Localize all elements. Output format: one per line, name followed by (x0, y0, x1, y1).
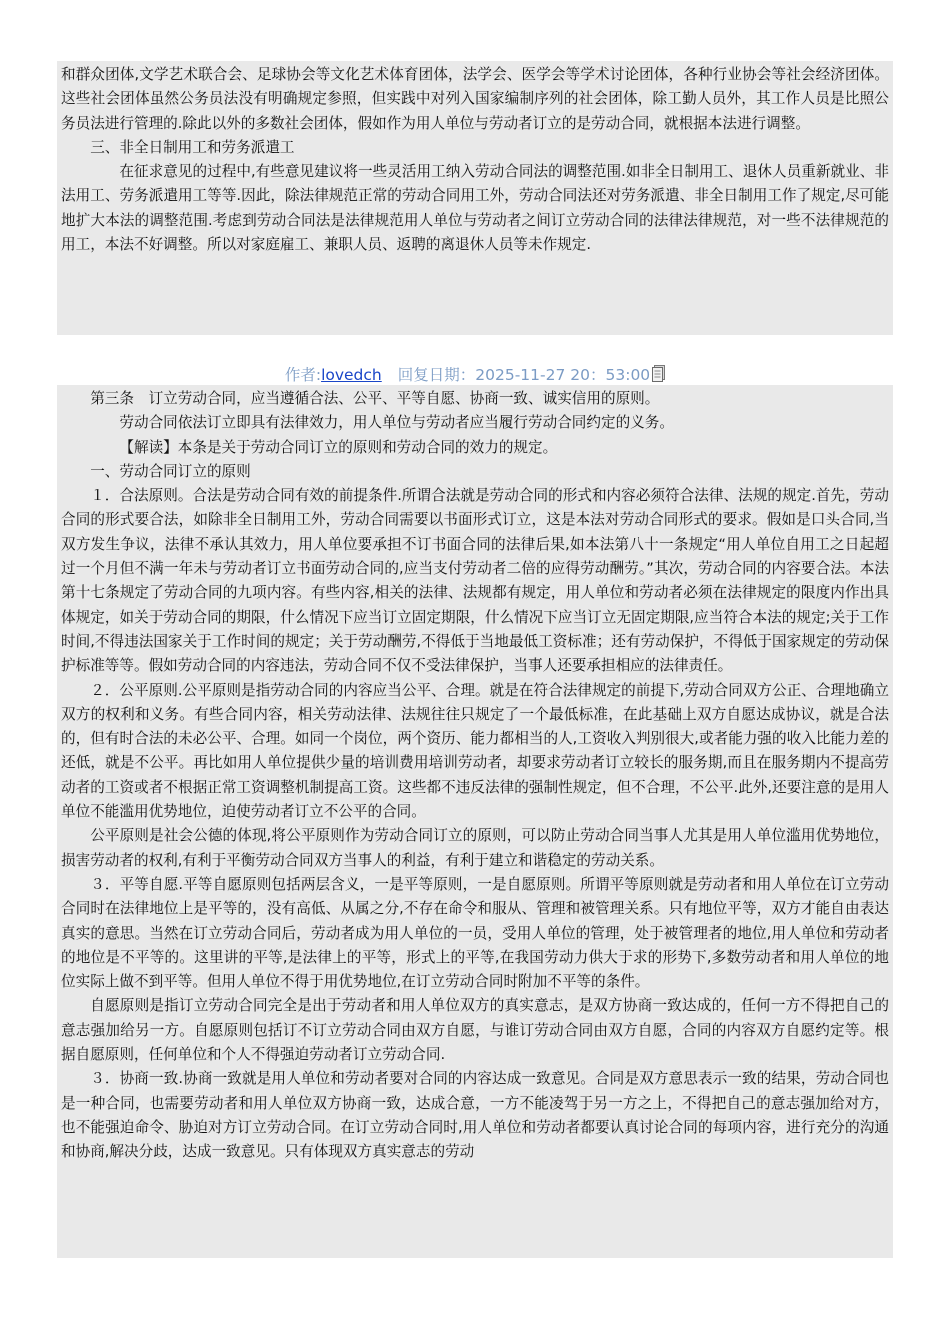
paragraph: 和群众团体,文学艺术联合会、足球协会等文化艺术体育团体，法学会、医学会等学术讨论团体，各种行业协会等社会经济团体。这些社会团体虽然公务员法没有明确规定参照，但实践中对列入国家编制序列的社会团体，除工勤人员外，其工作人员是比照公务员法进行管理的.除此以外的多数社会团体，假如作为用人单位与劳动者订立的是劳动合同，就根据本法进行调整。 (61, 66, 889, 132)
post-content-main (57, 385, 893, 1258)
paragraph: 自愿原则是指订立劳动合同完全是出于劳动者和用人单位双方的真实意志，是双方协商一致达成的，任何一方不得把自己的意志强加给另一方。自愿原则包括订不订立劳动合同由双方自愿，与谁订劳动合同由双方自愿，合同的内容双方自愿约定等。根据自愿原则，任何单位和个人不得强迫劳动者订立劳动合同. (61, 997, 889, 1064)
section-heading: 一、劳动合同订立的原则 (90, 462, 251, 480)
paragraph: ３．协商一致.协商一致就是用人单位和劳动者要对合同的内容达成一致意见。合同是双方意思表示一致的结果，劳动合同也是一种合同，也需要劳动者和用人单位双方协商一致，达成合意，一方不能凌驾于另一方之上，不得把自己的意志强加给对方，也不能强迫命令、胁迫对方订立劳动合同。在订立劳动合同时,用人单位和劳动者都要认真讨论合同的每项内容，进行充分的沟通和协商,解决分歧，达成一致意见。只有体现双方真实意志的劳动 (61, 1070, 889, 1161)
article-title: 第三条 订立劳动合同，应当遵循合法、公平、平等自愿、协商一致、诚实信用的原则。 (90, 390, 660, 407)
paragraph: 劳动合同依法订立即具有法律效力，用人单位与劳动者应当履行劳动合同约定的义务。 (119, 414, 674, 432)
paragraph: ３．平等自愿.平等自愿原则包括两层含义，一是平等原则，一是自愿原则。所谓平等原则就是劳动者和用人单位在订立劳动合同时在法律地位上是平等的，没有高低、从属之分,不存在命令和服从、管理和被管理关系。只有地位平等，双方才能自由表达真实的意思。当然在订立劳动合同后，劳动者成为用人单位的一员，受用人单位的管理，处于被管理者的地位,用人单位和劳动者的地位是不平等的。这里讲的平等,是法律上的平等，形式上的平等,在我国劳动力供大于求的形势下,多数劳动者和用人单位的地位实际上做不到平等。但用人单位不得于用优势地位,在订立劳动合同时附加不平等的条件。 (61, 875, 889, 991)
paragraph: ２．公平原则.公平原则是指劳动合同的内容应当公平、合理。就是在符合法律规定的前提下,劳动合同双方公正、合理地确立双方的权利和义务。有些合同内容，相关劳动法律、法规往往只规定了一个最低标准，在此基础上双方自愿达成协议，就是合法的，但有时合法的未必公平、合理。如同一个岗位，两个资历、能力都相当的人,工资收入判别很大,或者能力强的收入比能力差的还低，就是不公平。再比如用人单位提供少量的培训费用培训劳动者，却要求劳动者订立较长的服务期,而且在服务期内不提高劳动者的工资或者不根据正常工资调整机制提高工资。这些都不违反法律的强制性规定，但不合理，不公平.此外,还要注意的是用人单位不能滥用优势地位，迫使劳动者订立不公平的合同。 (61, 681, 889, 821)
paragraph: 公平原则是社会公德的体现,将公平原则作为劳动合同订立的原则，可以防止劳动合同当事人尤其是用人单位滥用优势地位，损害劳动者的权利,有利于平衡劳动合同双方当事人的利益，有利于建立和谐稳定的劳动关系。 (61, 827, 889, 869)
paragraph: 在征求意见的过程中,有些意见建议将一些灵活用工纳入劳动合同法的调整范围.如非全日制用工、退休人员重新就业、非法用工、劳务派遣用工等等.因此，除法律规范正常的劳动合同用工外，劳动合同法还对劳务派遣、非全日制用工作了规定,尽可能地扩大本法的调整范围.考虑到劳动合同法是法律规范用人单位与劳动者之间订立劳动合同的法律法律规范，对一些不法律规范的用工，本法不好调整。所以对家庭雇工、兼职人员、返聘的离退休人员等未作规定. (61, 163, 889, 254)
author-link[interactable]: lovedch (321, 366, 382, 384)
paragraph: １．合法原则。合法是劳动合同有效的前提条件.所谓合法就是劳动合同的形式和内容必须符合法律、法规的规定.首先，劳动合同的形式要合法，如除非全日制用工外，劳动合同需要以书面形式订立，这是本法对劳动合同形式的要求。假如是口头合同,当双方发生争议，法律不承认其效力，用人单位要承担不订书面合同的法律后果,如本法第八十一条规定“用人单位自用工之日起超过一个月但不满一年未与劳动者订立书面劳动合同的,应当支付劳动者二倍的应得劳动酬劳。”其次，劳动合同的内容要合法。本法第十七条规定了劳动合同的九项内容。有些内容,相关的法律、法规都有规定，用人单位和劳动者必须在法律规定的限度内作出具体规定，如关于劳动合同的期限，什么情况下应当订立固定期限，什么情况下应当订立无固定期限,应当符合本法的规定;关于工作时间,不得违法国家关于工作时间的规定；关于劳动酬劳,不得低于当地最低工资标准；还有劳动保护，不得低于国家规定的劳动保护标准等等。假如劳动合同的内容违法，劳动合同不仅不受法律保护，当事人还要承担相应的法律责任。 (61, 487, 889, 675)
paragraph: 【解读】本条是关于劳动合同订立的原则和劳动合同的效力的规定。 (119, 438, 558, 456)
document-icon[interactable] (652, 365, 665, 382)
reply-date-label: 回复日期： (397, 366, 476, 384)
reply-meta (0, 364, 950, 386)
author-label: 作者: (284, 366, 322, 384)
reply-date: 2025-11-27 20：53:00 (475, 366, 651, 384)
section-heading: 三、非全日制用工和劳务派遣工 (90, 138, 295, 156)
post-content-top (57, 61, 893, 335)
